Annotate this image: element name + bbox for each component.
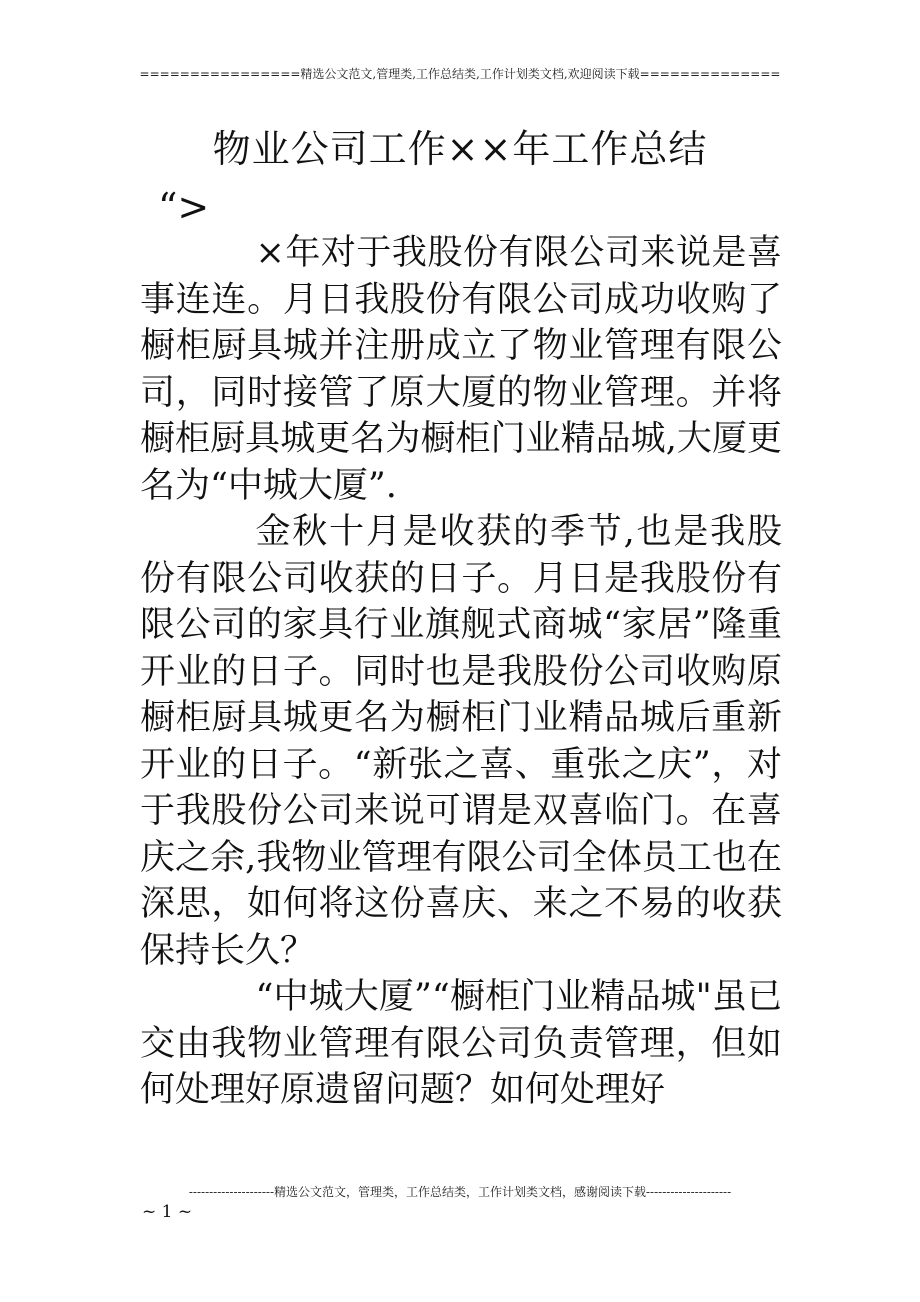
paragraph-3: “中城大厦”“橱柜门业精品城"虽已交由我物业管理有限公司负责管理，但如何处理好原遗留问题？如何处理好	[140, 977, 782, 1110]
paragraph-2: 金秋十月是收获的季节,也是我股份有限公司收获的日子。月日是我股份有限公司的家具行业旗舰式商城“家居”隆重开业的日子。同时也是我股份公司收购原橱柜厨具城更名为橱柜门业精品城后重新开业的日子。“新张之喜、重张之庆”，对于我股份公司来说可谓是双喜临门。在喜庆之余,我物业管理有限公司全体员工也在深思，如何将这份喜庆、来之不易的收获保持长久？	[140, 512, 782, 971]
stray-text: “>	[158, 185, 210, 229]
document-title: 物业公司工作××年工作总结	[212, 127, 708, 171]
page-footer: ---------------------精选公文范文，管理类，工作总结类，工作计划类文档，感谢阅读下载---------------------	[188, 1185, 732, 1199]
page-number: ~ 1 ~	[142, 1202, 193, 1222]
paragraph-1: ×年对于我股份有限公司来说是喜事连连。月日我股份有限公司成功收购了橱柜厨具城并注册成立了物业管理有限公司，同时接管了原大厦的物业管理。并将橱柜厨具城更名为橱柜门业精品城,大厦更名为“中城大厦”.	[140, 233, 782, 506]
page-header: ================精选公文范文,管理类,工作总结类,工作计划类文档,欢迎阅读下载==============	[139, 67, 781, 81]
document-body	[140, 230, 782, 1114]
